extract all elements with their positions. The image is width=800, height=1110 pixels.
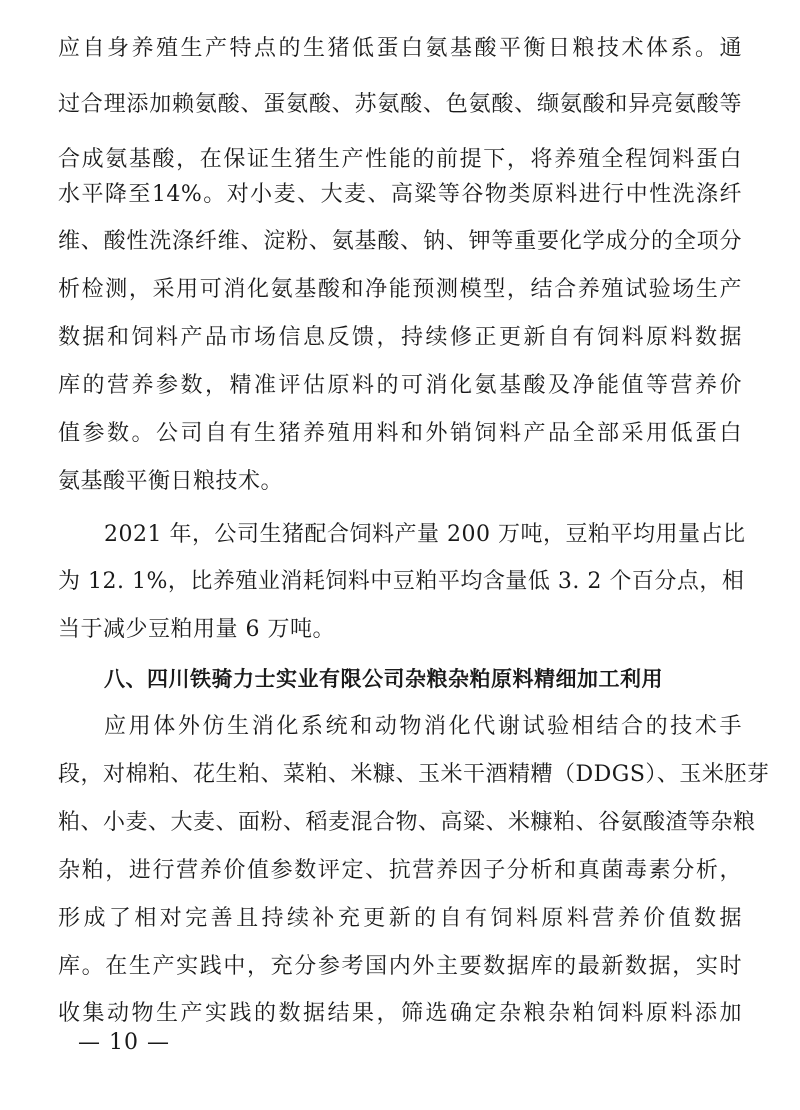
paragraph-3-line: 粕、小麦、大麦、面粉、稻麦混合物、高粱、米糠粕、谷氨酸渣等杂粮 bbox=[58, 810, 756, 835]
paragraph-3-line: 应用体外仿生消化系统和动物消化代谢试验相结合的技术手 bbox=[104, 714, 742, 739]
paragraph-1-line: 应自身养殖生产特点的生猪低蛋白氨基酸平衡日粮技术体系。通 bbox=[58, 36, 742, 61]
paragraph-1-line: 氨基酸平衡日粮技术。 bbox=[58, 469, 284, 494]
section-heading: 八、四川铁骑力士实业有限公司杂粮杂粕原料精细加工利用 bbox=[104, 667, 663, 691]
paragraph-1-line: 数据和饲料产品市场信息反馈，持续修正更新自有饲料原料数据 bbox=[58, 325, 742, 350]
paragraph-1-line: 析检测，采用可消化氨基酸和净能预测模型，结合养殖试验场生产 bbox=[58, 277, 742, 302]
paragraph-1-line: 值参数。公司自有生猪养殖用料和外销饲料产品全部采用低蛋白 bbox=[58, 421, 742, 446]
paragraph-1-line: 维、酸性洗涤纤维、淀粉、氨基酸、钠、钾等重要化学成分的全项分 bbox=[58, 229, 742, 254]
paragraph-3-line: 收集动物生产实践的数据结果，筛选确定杂粮杂粕饲料原料添加 bbox=[58, 1001, 742, 1026]
paragraph-3-line: 段，对棉粕、花生粕、菜粕、米糠、玉米干酒精糟（DDGS）、玉米胚芽 bbox=[58, 762, 770, 787]
paragraph-1-line: 库的营养参数，精准评估原料的可消化氨基酸及净能值等营养价 bbox=[58, 373, 742, 398]
paragraph-1-line: 过合理添加赖氨酸、蛋氨酸、苏氨酸、色氨酸、缬氨酸和异亮氨酸等 bbox=[58, 92, 742, 117]
paragraph-3-line: 形成了相对完善且持续补充更新的自有饲料原料营养价值数据 bbox=[58, 906, 742, 931]
paragraph-1-line: 水平降至14%。对小麦、大麦、高粱等谷物类原料进行中性洗涤纤 bbox=[58, 182, 742, 207]
paragraph-2-line: 为 12. 1%，比养殖业消耗饲料中豆粕平均含量低 3. 2 个百分点，相 bbox=[58, 569, 745, 594]
page-number: — 10 — bbox=[78, 1030, 170, 1055]
paragraph-3-line: 杂粕，进行营养价值参数评定、抗营养因子分析和真菌毒素分析， bbox=[58, 858, 742, 883]
paragraph-3-line: 库。在生产实践中，充分参考国内外主要数据库的最新数据，实时 bbox=[58, 954, 742, 979]
paragraph-2-line: 当于减少豆粕用量 6 万吨。 bbox=[58, 617, 335, 642]
paragraph-2-line: 2021 年，公司生猪配合饲料产量 200 万吨，豆粕平均用量占比 bbox=[104, 522, 746, 547]
paragraph-1-line: 合成氨基酸，在保证生猪生产性能的前提下，将养殖全程饲料蛋白 bbox=[58, 147, 742, 172]
